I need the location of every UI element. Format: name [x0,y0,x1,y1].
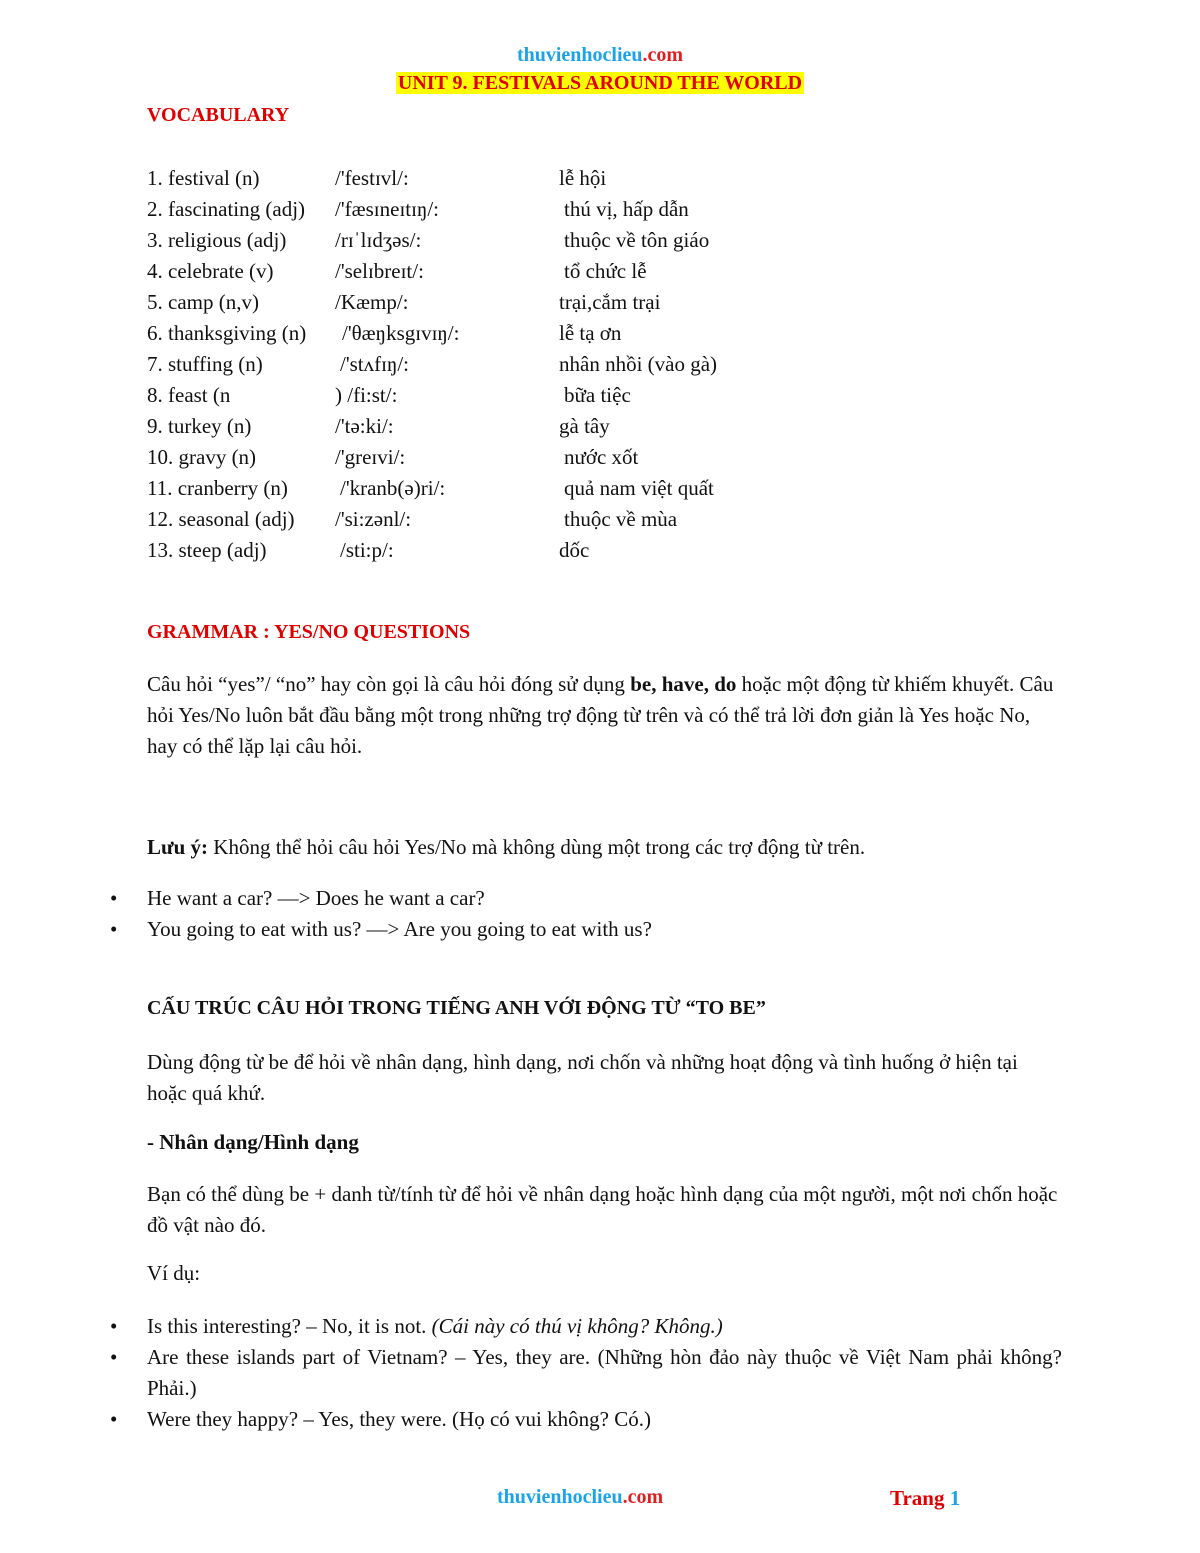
vocab-meaning: nhân nhồi (vào gà) [559,352,718,376]
vocab-term: 8. feast (n [147,383,231,407]
grammar-bullet: He want a car? —> Does he want a car? [147,886,485,910]
vocab-term: 6. thanksgiving (n) [147,321,307,345]
bullet-icon: • [110,1345,118,1369]
vocab-meaning: thú vị, hấp dẫn [564,197,689,221]
page-label: Trang [890,1486,950,1510]
vocab-meaning: bữa tiệc [564,383,631,407]
example-item: Were they happy? – Yes, they were. (Họ có vui không? Có.) [147,1407,651,1431]
vocab-meaning: nước xốt [564,445,639,469]
to-be-sub-text: Bạn có thể dùng be + danh từ/tính từ để hỏi về nhân dạng hoặc hình dạng của một người, một nơi chốn hoặc đồ vật nào đó. [147,1182,1058,1237]
vocab-meaning: thuộc về tôn giáo [564,228,710,252]
vocab-ipa: ) /fi:st/: [335,383,398,407]
grammar-intro-text: Câu hỏi “yes”/ “no” hay còn gọi là câu hỏi đóng sử dụng [147,672,631,696]
vocab-term: 7. stuffing (n) [147,352,263,376]
vocab-meaning: quả nam việt quất [564,476,714,500]
to-be-subheading: - Nhân dạng/Hình dạng [147,1130,359,1154]
title-row [0,72,1200,95]
vocab-meaning: lễ tạ ơn [559,321,622,345]
grammar-bullet: You going to eat with us? —> Are you going to eat with us? [147,917,652,941]
vocab-ipa: /Kæmp/: [335,290,409,314]
bullet-icon: • [110,917,118,941]
page-number-value: 1 [949,1486,961,1510]
vocab-ipa: /'kranb(ə)ri/: [340,476,446,500]
bullet-icon: • [110,1407,118,1431]
example-item [147,1311,1062,1342]
vocab-term: 11. cranberry (n) [147,476,288,500]
vocab-ipa: /'greɪvi/: [335,445,406,469]
vocab-ipa: /'tə:ki/: [335,414,394,438]
vocab-term: 1. festival (n) [147,166,260,190]
vocab-ipa: /'θæŋksgɪvɪŋ/: [342,321,460,345]
grammar-intro [147,669,1062,762]
vocab-meaning: lễ hội [559,166,607,190]
vocabulary-heading: VOCABULARY [147,104,290,126]
vocab-ipa: /'si:zənl/: [335,507,412,531]
example-translation: (Cái này có thú vị không? Không.) [431,1314,723,1338]
bullet-icon: • [110,886,118,910]
vocab-meaning: dốc [559,538,590,562]
footer-brand[interactable] [497,1486,663,1509]
grammar-heading: GRAMMAR : YES/NO QUESTIONS [147,621,471,643]
grammar-intro-keywords: be, have, do [630,672,737,696]
vocab-ipa: /'fæsɪneɪtɪŋ/: [335,197,440,221]
vocab-term: 3. religious (adj) [147,228,287,252]
vocab-term: 2. fascinating (adj) [147,197,306,221]
header-brand[interactable] [0,44,1200,67]
vocab-ipa: /'stʌfɪŋ/: [340,352,410,376]
footer-brand-name: thuvienhoclieu [497,1486,623,1508]
example-text: Is this interesting? – No, it is not. [147,1314,432,1338]
vocab-ipa: /'festɪvl/: [335,166,409,190]
vocab-term: 4. celebrate (v) [147,259,274,283]
header-brand-tld: .com [642,44,684,66]
vocab-term: 9. turkey (n) [147,414,252,438]
page-number [890,1486,960,1511]
grammar-note-label: Lưu ý: [147,835,209,859]
example-label: Ví dụ: [147,1261,201,1285]
grammar-note [147,832,1062,863]
vocab-meaning: trại,cắm trại [559,290,661,314]
grammar-note-text: Không thể hỏi câu hỏi Yes/No mà không dùng một trong các trợ động từ trên. [208,835,866,859]
vocab-meaning: gà tây [559,414,610,438]
vocab-term: 5. camp (n,v) [147,290,259,314]
vocab-term: 10. gravy (n) [147,445,257,469]
page-title: UNIT 9. FESTIVALS AROUND THE WORLD [397,72,803,94]
vocab-ipa: /rɪˈlɪdʒəs/: [335,228,422,252]
vocab-ipa: /'selɪbreɪt/: [335,259,424,283]
footer-brand-tld: .com [622,1486,664,1508]
grammar-intro-text-rest: hoặc một động từ khiếm khuyết. Câu hỏi Yes/No luôn bắt đầu bằng một trong những trợ động từ trên và có thể trả lời đơn giản là Yes hoặc No, hay có thể lặp lại câu hỏi. [147,672,1054,758]
bullet-icon: • [110,1314,118,1338]
header-brand-name: thuvienhoclieu [516,44,643,66]
example-item: Are these islands part of Vietnam? – Yes, they are. (Những hòn đảo này thuộc về Việt Nam phải không? Phải.) [147,1345,1062,1400]
to-be-intro: Dùng động từ be để hỏi về nhân dạng, hình dạng, nơi chốn và những hoạt động và tình huống ở hiện tại hoặc quá khứ. [147,1050,1018,1105]
vocab-meaning: thuộc về mùa [564,507,678,531]
vocab-term: 13. steep (adj) [147,538,267,562]
vocab-term: 12. seasonal (adj) [147,507,295,531]
vocab-meaning: tổ chức lễ [564,259,647,283]
to-be-heading: CẤU TRÚC CÂU HỎI TRONG TIẾNG ANH VỚI ĐỘNG TỪ “TO BE” [147,997,766,1019]
vocab-ipa: /sti:p/: [340,538,394,562]
